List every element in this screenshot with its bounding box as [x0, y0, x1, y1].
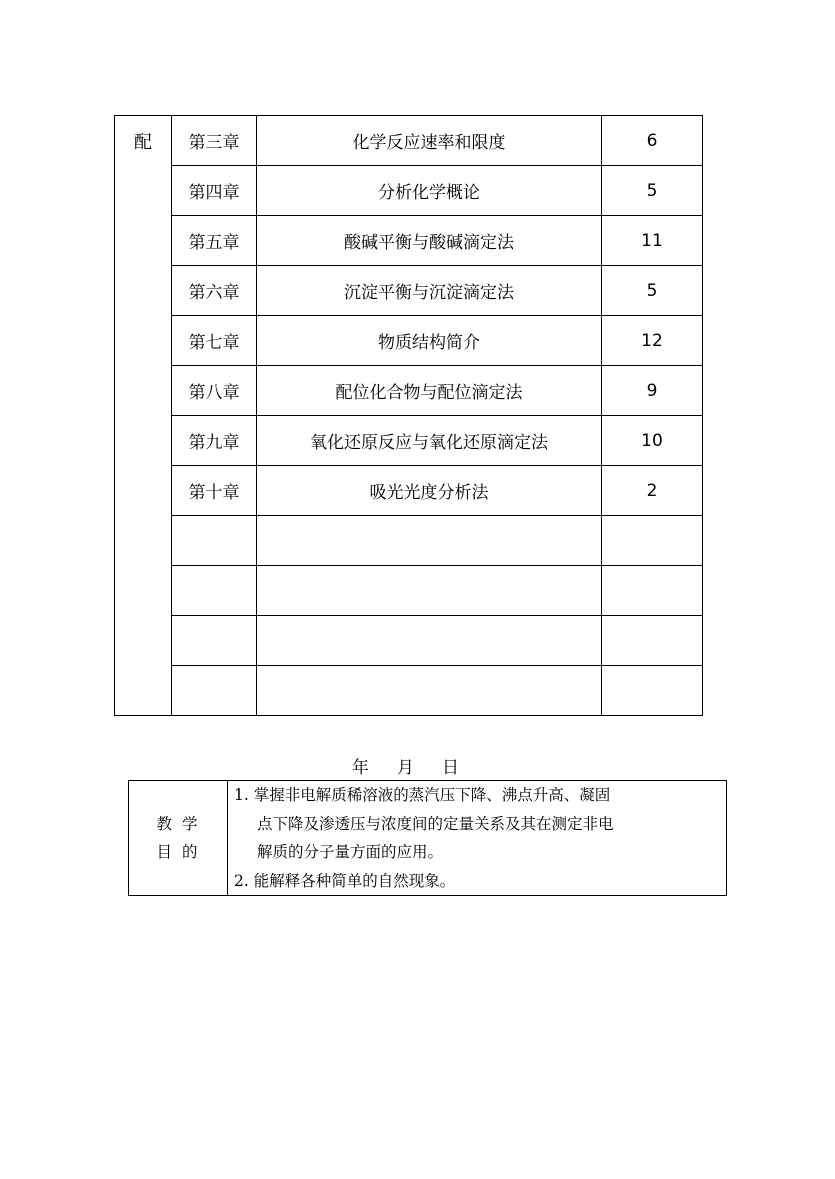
- hours-cell: 10: [602, 416, 703, 466]
- title-cell: [257, 666, 602, 716]
- table-row: [115, 316, 703, 366]
- table-row: [115, 466, 703, 516]
- hours-cell: [602, 666, 703, 716]
- title-cell: [257, 616, 602, 666]
- chapter-cell: [172, 566, 257, 616]
- chapter-cell: 第三章: [172, 116, 257, 166]
- hours-cell: 2: [602, 466, 703, 516]
- chapter-cell: 第五章: [172, 216, 257, 266]
- chapter-cell: 第四章: [172, 166, 257, 216]
- table-row: [129, 781, 727, 896]
- title-cell: 分析化学概论: [257, 166, 602, 216]
- title-cell: [257, 566, 602, 616]
- chapter-cell: 第八章: [172, 366, 257, 416]
- table-row: [115, 366, 703, 416]
- hours-cell: [602, 516, 703, 566]
- title-cell: 氧化还原反应与氧化还原滴定法: [257, 416, 602, 466]
- chapter-cell: 第九章: [172, 416, 257, 466]
- objective-item-1-line-1: 1. 掌握非电解质稀溶液的蒸汽压下降、沸点升高、凝固: [234, 786, 611, 804]
- teaching-objectives-table: [128, 780, 727, 896]
- title-cell: 沉淀平衡与沉淀滴定法: [257, 266, 602, 316]
- objectives-label-line2: 目的: [156, 843, 208, 861]
- hours-cell: 11: [602, 216, 703, 266]
- chapter-cell: 第六章: [172, 266, 257, 316]
- chapter-cell: 第十章: [172, 466, 257, 516]
- objectives-body-cell: [228, 781, 727, 896]
- side-label: 配: [134, 132, 152, 153]
- chapter-cell: 第七章: [172, 316, 257, 366]
- table-row: [115, 216, 703, 266]
- chapter-schedule-table: [114, 115, 703, 716]
- objective-item-1-line-2: 点下降及渗透压与浓度间的定量关系及其在测定非电: [257, 814, 614, 833]
- year-label: 年: [352, 758, 369, 778]
- month-label: 月: [397, 758, 414, 778]
- chapter-cell: [172, 616, 257, 666]
- title-cell: 配位化合物与配位滴定法: [257, 366, 602, 416]
- table-row: [115, 266, 703, 316]
- table-row: [115, 516, 703, 566]
- hours-cell: [602, 616, 703, 666]
- table-row: [115, 166, 703, 216]
- hours-cell: 6: [602, 116, 703, 166]
- table-row: [115, 416, 703, 466]
- objectives-label-line1: 教学: [156, 815, 208, 833]
- side-label-cell: [115, 116, 172, 716]
- objective-item-1-line-3: 解质的分子量方面的应用。: [257, 843, 444, 861]
- hours-cell: 5: [602, 266, 703, 316]
- hours-cell: 12: [602, 316, 703, 366]
- title-cell: 物质结构简介: [257, 316, 602, 366]
- chapter-cell: [172, 516, 257, 566]
- date-line: [352, 753, 459, 778]
- hours-cell: 9: [602, 366, 703, 416]
- table-row: [115, 666, 703, 716]
- objectives-label-cell: [129, 781, 228, 896]
- title-cell: 化学反应速率和限度: [257, 116, 602, 166]
- objective-item-2: 2. 能解释各种简单的自然现象。: [234, 871, 456, 890]
- table-row: [115, 566, 703, 616]
- table-row: [115, 116, 703, 166]
- schedule-body: [115, 116, 703, 716]
- title-cell: 酸碱平衡与酸碱滴定法: [257, 216, 602, 266]
- hours-cell: 5: [602, 166, 703, 216]
- title-cell: [257, 516, 602, 566]
- chapter-cell: [172, 666, 257, 716]
- hours-cell: [602, 566, 703, 616]
- table-row: [115, 616, 703, 666]
- day-label: 日: [442, 758, 459, 778]
- title-cell: 吸光光度分析法: [257, 466, 602, 516]
